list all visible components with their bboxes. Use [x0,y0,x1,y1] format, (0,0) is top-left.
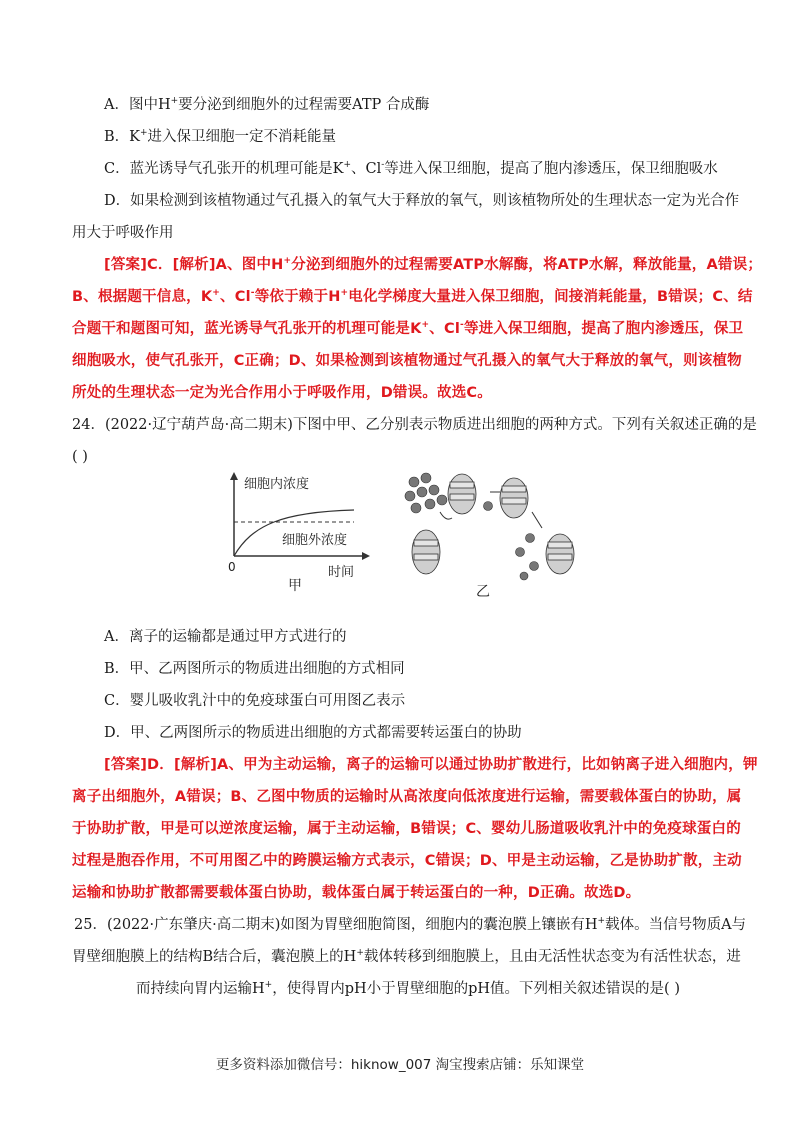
q25-stem-line-2: 胃壁细胞膜上的结构B结合后，囊泡膜上的H+载体转移到细胞膜上，且由无活性状态变为有活性状态，进 [72,948,741,965]
q24-answer-line-1: [答案]D．[解析]A、甲为主动运输，离子的运输可以通过协助扩散进行，比如钠离子进入细胞内，钾 [104,757,758,773]
carrier-protein-3 [412,530,440,574]
carrier-protein-1 [448,474,476,514]
q23-answer-line-1: [答案]C．[解析]A、图中H+分泌到细胞外的过程需要ATP水解酶，将ATP水解，释放能量，A错误； [104,256,763,273]
q24-stem: 24．(2022·辽宁葫芦岛·高二期末)下图中甲、乙分别表示物质进出细胞的两种方式。下列有关叙述正确的是 [72,417,757,433]
q23-option-d: D．如果检测到该植物通过气孔摄入的氧气大于释放的氧气，则该植物所处的生理状态一定为光合作 [104,193,740,209]
q23-option-c: C．蓝光诱导气孔张开的机理可能是K+、Cl-等进入保卫细胞，提高了胞内渗透压，保卫细胞吸水 [104,160,718,177]
figure-yi-caption: 乙 [476,584,490,600]
q24-answer-line-2: 离子出细胞外，A错误；B、乙图中物质的运输时从高浓度向低浓度进行运输，需要载体蛋白的协助，属 [72,789,742,805]
q23-option-d-continued: 用大于呼吸作用 [72,225,174,241]
q24-answer-line-3: 于协助扩散，甲是可以逆浓度运输，属于主动运输，B错误；C、婴幼儿肠道吸收乳汁中的免疫球蛋白的 [72,821,741,837]
origin-label: 0 [228,560,236,574]
figure-jia-graph [222,470,372,605]
q24-answer-blank: ( ) [72,449,88,465]
carrier-protein-4 [546,534,574,574]
figure-jia-caption: 甲 [288,578,302,594]
q24-option-d: D．甲、乙两图所示的物质进出细胞的方式都需要转运蛋白的协助 [104,725,522,741]
q25-stem-line-1: 25．(2022·广东肇庆·高二期末)如图为胃壁细胞简图，细胞内的囊泡膜上镶嵌有H+载体。当信号物质A与 [74,916,747,933]
q23-answer-line-4: 细胞吸水，使气孔张开，C正确；D、如果检测到该植物通过气孔摄入的氧气大于释放的氧气，则该植物 [72,353,742,369]
q23-answer-line-3: 合题干和题图可知，蓝光诱导气孔张开的机理可能是K+、Cl-等进入保卫细胞，提高了胞内渗透压，保卫 [72,320,744,337]
figure-yi-carrier-diagram [402,472,582,602]
q24-answer-line-5: 运输和协助扩散都需要载体蛋白协助，载体蛋白属于转运蛋白的一种，D正确。故选D。 [72,885,641,901]
y-axis-arrow-icon [230,472,238,480]
q23-option-b: B．K+进入保卫细胞一定不消耗能量 [104,128,337,145]
page-footer: 更多资料添加微信号：hiknow_007 淘宝搜索店铺：乐知课堂 [215,1057,585,1073]
q23-answer-line-5: 所处的生理状态一定为光合作用小于呼吸作用，D错误。故选C。 [72,385,492,401]
carrier-protein-2 [500,478,528,518]
q23-option-a: A．图中H+要分泌到细胞外的过程需要ATP 合成酶 [104,96,430,113]
q23-answer-line-2: B、根据题干信息，K+、Cl-等依于赖于H+电化学梯度大量进入保卫细胞，间接消耗能量，B错误；C、结 [72,288,753,305]
solute-particles-outside [405,473,447,513]
q24-option-a: A．离子的运输都是通过甲方式进行的 [104,629,347,645]
q24-option-c: C．婴儿吸收乳汁中的免疫球蛋白可用图乙表示 [104,693,406,709]
q24-option-b: B．甲、乙两图所示的物质进出细胞的方式相同 [104,661,405,677]
y-axis-label: 细胞内浓度 [244,477,310,492]
q24-answer-line-4: 过程是胞吞作用，不可用图乙中的跨膜运输方式表示，C错误；D、甲是主动运输，乙是协助扩散，主动 [72,853,742,869]
reference-line-label: 细胞外浓度 [282,533,348,548]
x-axis-label: 时间 [328,565,355,580]
x-axis-arrow-icon [362,552,370,560]
q25-stem-line-3: 而持续向胃内运输H+，使得胃内pH小于胃壁细胞的pH值。下列相关叙述错误的是( ) [136,980,680,997]
